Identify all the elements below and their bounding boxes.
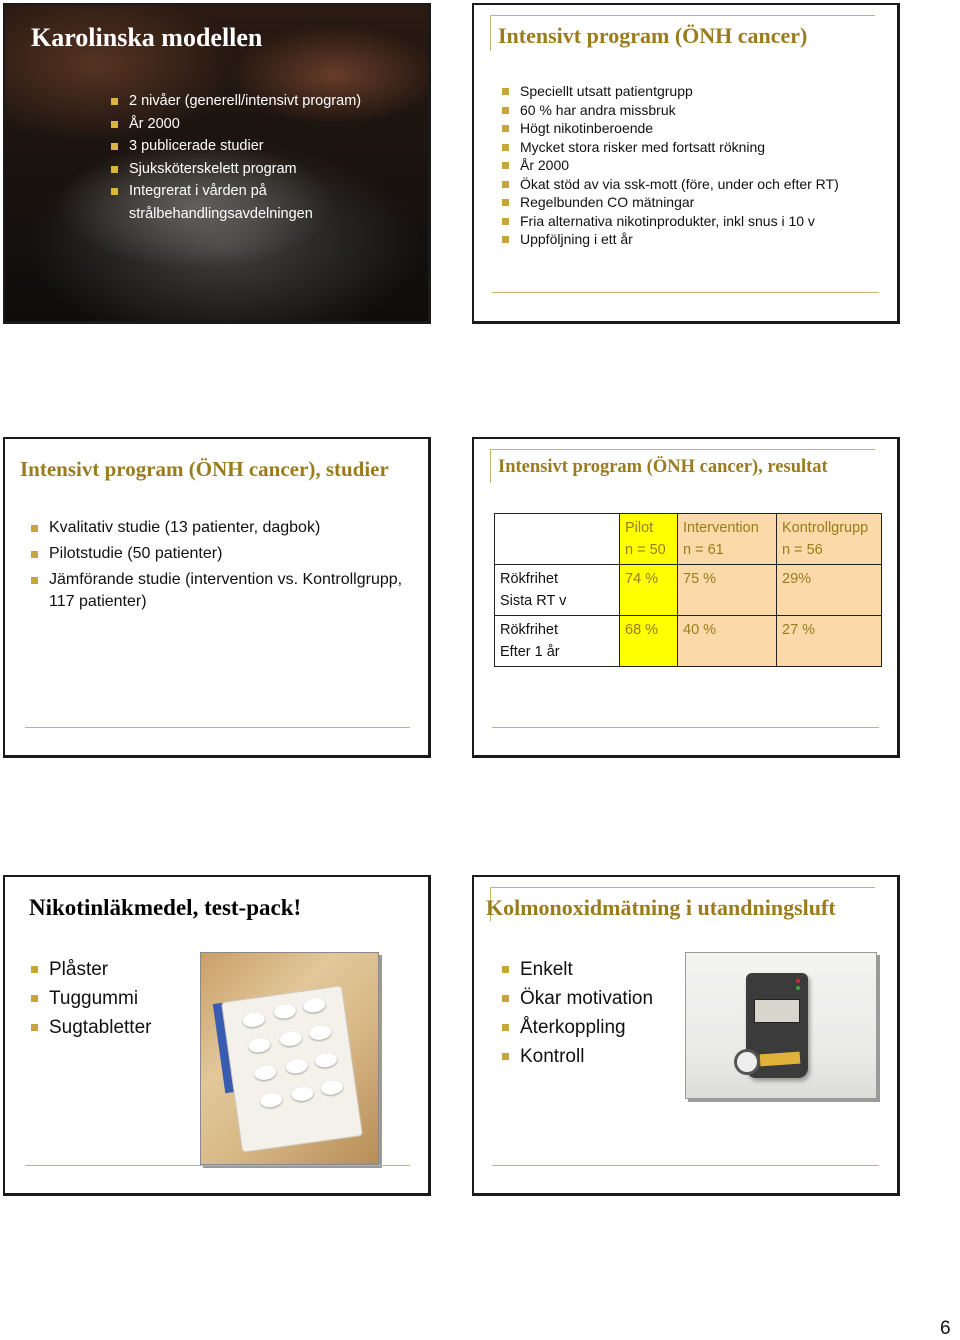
bottom-rule (492, 727, 879, 728)
slide-title: Nikotinläkmedel, test-pack! (29, 895, 302, 920)
slide-studier (3, 437, 431, 758)
table-cell: 40 % (678, 616, 777, 667)
header-label: Pilot (625, 520, 654, 536)
row-label: Rökfrihet (500, 571, 559, 587)
mouthpiece (734, 1049, 760, 1075)
bottom-rule (492, 1165, 879, 1166)
header-label: Intervention (683, 520, 759, 536)
bullet-item: Jämförande studie (intervention vs. Kontrollgrupp, 117 patienter) (29, 569, 409, 613)
bullet-item: 3 publicerade studier (109, 135, 409, 158)
bullet-list (109, 90, 409, 225)
table-header-cell (620, 514, 678, 565)
table-cell: 75 % (678, 565, 777, 616)
table-header-cell (777, 514, 882, 565)
bottom-rule (492, 292, 879, 293)
table-row (495, 616, 882, 667)
nicotine-blister-pack-photo (200, 952, 379, 1165)
slide-title: Kolmonoxidmätning i utandningsluft (486, 895, 836, 920)
header-n: n = 61 (683, 542, 724, 558)
lozenge (259, 1092, 283, 1109)
table-header-row (495, 514, 882, 565)
green-led (796, 986, 800, 990)
bullet-item: Enkelt (500, 955, 690, 984)
slide-title: Intensivt program (ÖNH cancer) (498, 23, 808, 48)
table-cell: 27 % (777, 616, 882, 667)
results-table (494, 513, 882, 667)
row-label-cell (495, 616, 620, 667)
bullet-list (500, 82, 890, 249)
bullet-list (29, 517, 409, 617)
bullet-item: Mycket stora risker med fortsatt rökning (500, 138, 890, 157)
table-header-cell (678, 514, 777, 565)
lozenge (279, 1030, 303, 1047)
co-meter-device-photo (685, 952, 877, 1099)
table-cell: 74 % (620, 565, 678, 616)
table-corner-cell (495, 514, 620, 565)
top-rule (490, 15, 875, 16)
slide-karolinska-modellen (3, 3, 431, 324)
lozenge (308, 1024, 332, 1041)
device-label (760, 1052, 801, 1067)
bullet-item: 60 % har andra missbruk (500, 101, 890, 120)
bullet-item: Ökar motivation (500, 984, 690, 1013)
lozenge (273, 1003, 297, 1020)
table-row (495, 565, 882, 616)
bullet-item: Kontroll (500, 1042, 690, 1071)
header-n: n = 50 (625, 542, 666, 558)
bullet-item: Kvalitativ studie (13 patienter, dagbok) (29, 517, 409, 539)
slide-intensivt-program (472, 3, 900, 324)
row-label: Rökfrihet (500, 622, 559, 638)
lozenge (320, 1079, 344, 1096)
row-sublabel: Efter 1 år (500, 644, 560, 660)
bullet-item: Regelbunden CO mätningar (500, 193, 890, 212)
page-number: 6 (940, 1318, 951, 1339)
bullet-item: År 2000 (109, 113, 409, 136)
lozenge (253, 1064, 277, 1081)
lozenge (302, 997, 326, 1014)
blister-card (221, 985, 363, 1152)
bullet-item: Speciellt utsatt patientgrupp (500, 82, 890, 101)
slide-title: Intensivt program (ÖNH cancer), studier (20, 457, 389, 481)
bullet-item: Sugtabletter (29, 1013, 189, 1042)
bullet-item: Plåster (29, 955, 189, 984)
bullet-item: Uppföljning i ett år (500, 230, 890, 249)
bottom-rule (25, 1165, 410, 1166)
bullet-item: Integrerat i vården på strålbehandlingsavdelningen (109, 180, 409, 225)
bullet-item: Tuggummi (29, 984, 189, 1013)
header-n: n = 56 (782, 542, 823, 558)
lozenge (285, 1058, 309, 1075)
bullet-item: 2 nivåer (generell/intensivt program) (109, 90, 409, 113)
lozenge (314, 1052, 338, 1069)
row-sublabel: Sista RT v (500, 593, 567, 609)
bullet-item: Fria alternativa nikotinprodukter, inkl snus i 10 v (500, 212, 890, 231)
slide-title: Intensivt program (ÖNH cancer), resultat (498, 457, 828, 477)
lozenge (242, 1011, 266, 1028)
co-meter-display (754, 999, 800, 1023)
bullet-list (500, 955, 690, 1071)
bullet-item: Pilotstudie (50 patienter) (29, 543, 409, 565)
top-rule (490, 449, 875, 450)
bullet-item: Ökat stöd av via ssk-mott (före, under och efter RT) (500, 175, 890, 194)
slide-resultat (472, 437, 900, 758)
bottom-rule (25, 727, 410, 728)
table-cell: 68 % (620, 616, 678, 667)
title-tick (490, 15, 491, 51)
slide-title: Karolinska modellen (31, 23, 263, 52)
row-label-cell (495, 565, 620, 616)
bullet-item: År 2000 (500, 156, 890, 175)
bullet-item: Högt nikotinberoende (500, 119, 890, 138)
slide-nikotinlakemedel (3, 875, 431, 1196)
lozenge (248, 1037, 272, 1054)
bullet-item: Sjuksköterskelett program (109, 158, 409, 181)
top-rule (490, 887, 875, 888)
red-led (796, 979, 800, 983)
table-cell: 29% (777, 565, 882, 616)
header-label: Kontrollgrupp (782, 520, 869, 536)
bullet-list (29, 955, 189, 1042)
co-meter-body (746, 973, 808, 1078)
lozenge (291, 1085, 315, 1102)
slide-kolmonoxidmatning (472, 875, 900, 1196)
bullet-item: Återkoppling (500, 1013, 690, 1042)
title-tick (490, 449, 491, 483)
